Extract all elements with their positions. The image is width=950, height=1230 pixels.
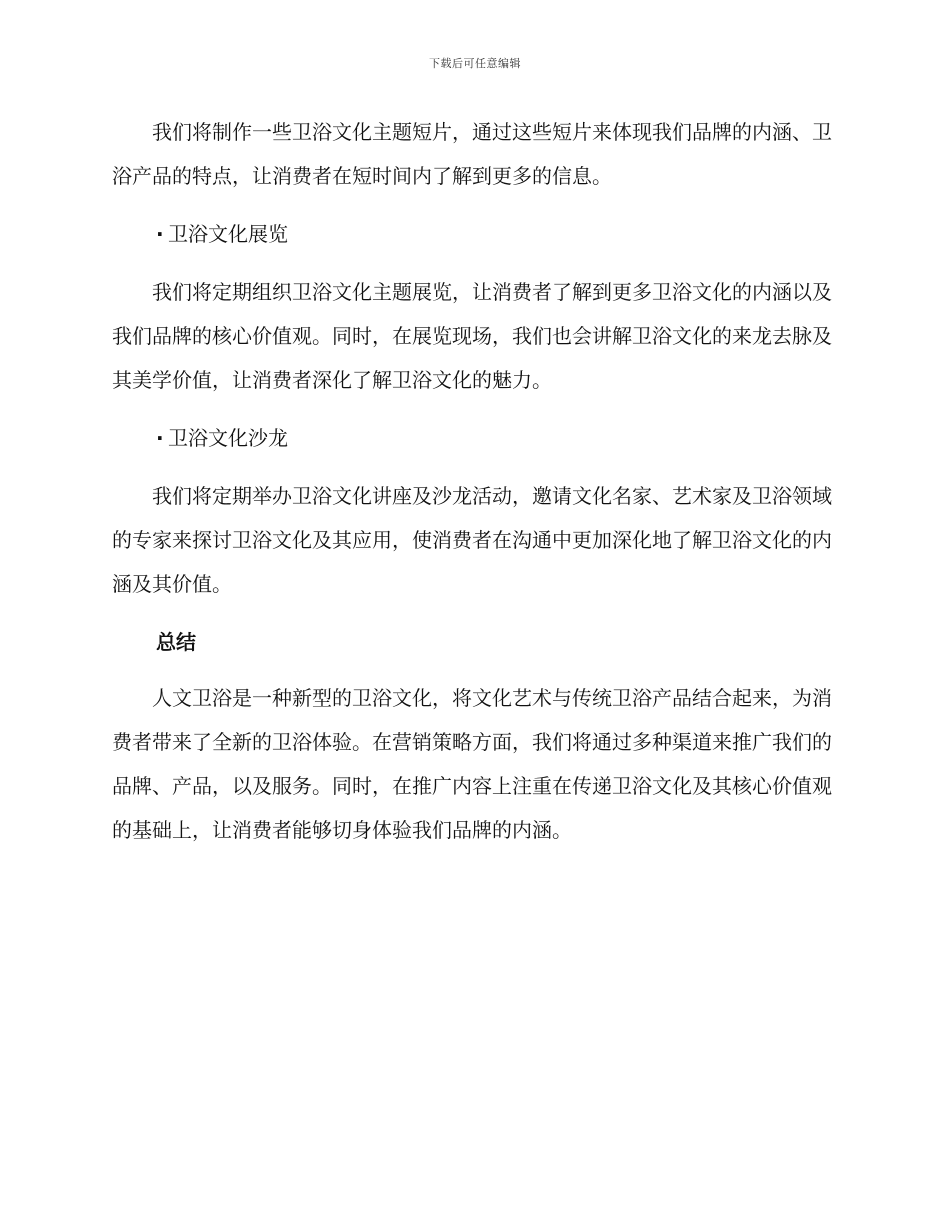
paragraph-salon: 我们将定期举办卫浴文化讲座及沙龙活动，邀请文化名家、艺术家及卫浴领域的专家来探讨卫浴文化及其应用，使消费者在沟通中更加深化地了解卫浴文化的内涵及其价值。: [112, 484, 832, 596]
header-note: 下载后可任意编辑: [429, 57, 521, 70]
bullet-dot-icon: ·: [156, 426, 164, 450]
bullet-exhibition-label: 卫浴文化展览: [168, 222, 288, 246]
paragraph-short-films: 我们将制作一些卫浴文化主题短片，通过这些短片来体现我们品牌的内涵、卫浴产品的特点，让消费者在短时间内了解到更多的信息。: [112, 120, 832, 188]
bullet-salon: [112, 416, 832, 460]
bullet-dot-icon: ·: [156, 222, 164, 246]
bullet-exhibition: [112, 212, 832, 256]
paragraph-summary: 人文卫浴是一种新型的卫浴文化，将文化艺术与传统卫浴产品结合起来，为消费者带来了全新的卫浴体验。在营销策略方面，我们将通过多种渠道来推广我们的品牌、产品，以及服务。同时，在推广内容上注重在传递卫浴文化及其核心价值观的基础上，让消费者能够切身体验我们品牌的内涵。: [112, 686, 832, 842]
paragraph-exhibition: 我们将定期组织卫浴文化主题展览，让消费者了解到更多卫浴文化的内涵以及我们品牌的核心价值观。同时，在展览现场，我们也会讲解卫浴文化的来龙去脉及其美学价值，让消费者深化了解卫浴文化的魅力。: [112, 280, 832, 392]
bullet-salon-label: 卫浴文化沙龙: [168, 426, 288, 450]
section-heading-summary: 总结: [156, 630, 196, 654]
document-body: [112, 110, 832, 866]
